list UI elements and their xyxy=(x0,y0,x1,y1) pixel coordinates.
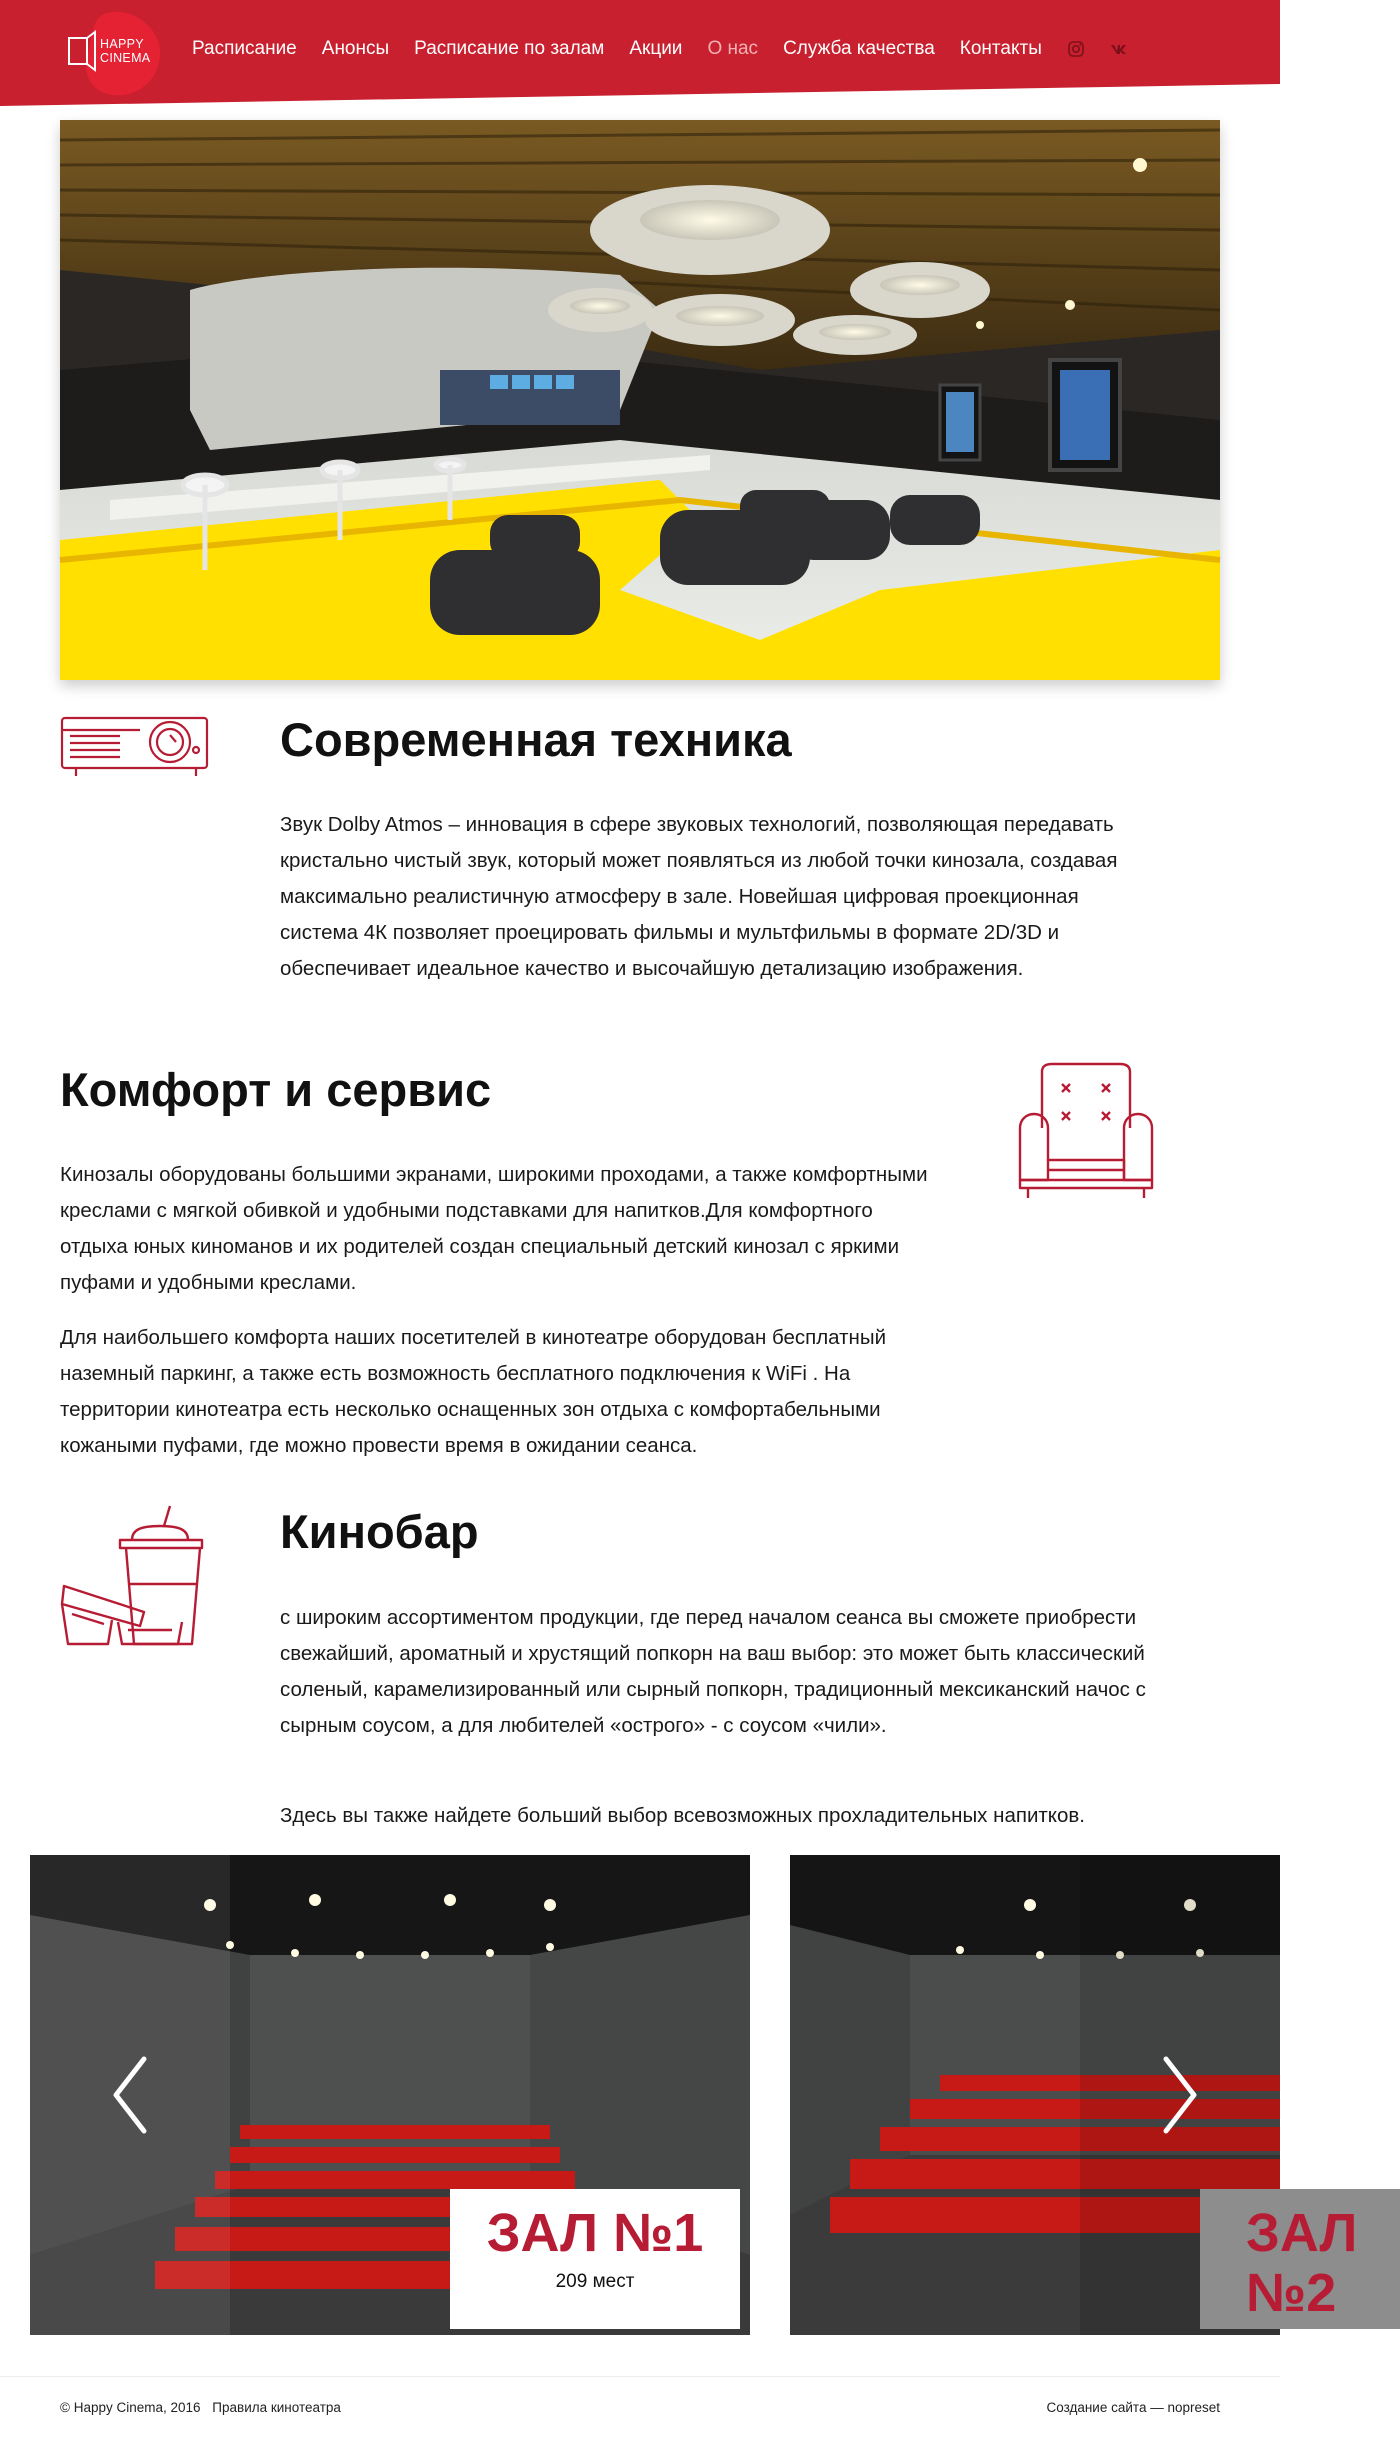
section-text-bar-2: Здесь вы также найдете больший выбор всевозможных прохладительных напитков. xyxy=(280,1804,1085,1827)
hall-slide-2[interactable] xyxy=(790,1855,1358,2335)
section-text-bar-1: с широким ассортиментом продукции, где перед началом сеанса вы сможете приобрести свежайший, ароматный и хрустящий попкорн на ваш выбор: это может быть классический соленый, карамелизированный или сырный попкорн, традиционный мексиканский начос с сырным соусом, а для любителей «острого» - с соусом «чили». xyxy=(280,1606,1146,1737)
nav-item-announcements[interactable]: Анонсы xyxy=(321,38,390,59)
section-title-tech: Современная техника xyxy=(280,713,792,766)
projector-icon xyxy=(60,712,212,783)
vk-icon[interactable] xyxy=(1110,40,1128,58)
instagram-icon[interactable] xyxy=(1067,40,1085,58)
footer-copyright: © Happy Cinema, 2016 xyxy=(60,2400,201,2415)
section-title-bar: Кинобар xyxy=(280,1505,479,1558)
nav-item-contacts[interactable]: Контакты xyxy=(959,38,1042,59)
hall-2-label xyxy=(1200,2189,1400,2329)
section-text-comfort-2: Для наибольшего комфорта наших посетителей в кинотеатре оборудован бесплатный наземный паркинг, а также есть возможность бесплатного подключения к WiFi . На территории кинотеатра есть несколько оснащенных зон отдыха с комфортабельными кожаными пуфами, где можно провести время в ожидании сеанса. xyxy=(60,1326,887,1457)
logo-line-1: HAPPY xyxy=(100,37,144,51)
hall-1-seats: 209 мест xyxy=(555,2271,635,2292)
nav-item-schedule[interactable]: Расписание xyxy=(192,38,297,59)
armchair-icon xyxy=(1014,1062,1158,1209)
nav-item-schedule-by-halls[interactable]: Расписание по залам xyxy=(414,38,605,59)
section-text-comfort-1: Кинозалы оборудованы большими экранами, широкими проходами, а также комфортными креслами с мягкой обивкой и удобными подставками для напитков.Для комфортного отдыха юных киноманов и их родителей создан специальный детский кинозал с яркими пуфами и удобными креслами. xyxy=(60,1163,928,1294)
footer-rules-link[interactable]: Правила кинотеатра xyxy=(212,2400,341,2415)
footer-credit-link[interactable]: Создание сайта — nopreset xyxy=(1046,2400,1220,2415)
main-nav xyxy=(192,38,1153,60)
logo-text xyxy=(100,37,150,65)
section-title-comfort: Комфорт и сервис xyxy=(60,1063,492,1116)
nav-item-about[interactable]: О нас xyxy=(707,38,759,59)
footer-left xyxy=(60,2400,341,2415)
logo-line-2: CINEMA xyxy=(100,51,151,65)
popcorn-drink-icon xyxy=(60,1504,210,1659)
site-header xyxy=(0,0,1280,108)
hall-1-label xyxy=(450,2189,740,2329)
slider-prev-arrow-icon[interactable] xyxy=(110,2055,150,2135)
hall-1-title: ЗАЛ №1 xyxy=(486,2203,704,2263)
cinema-lobby-photo xyxy=(60,120,1220,680)
hero-lobby-image xyxy=(60,120,1220,680)
section-text-tech: Звук Dolby Atmos – инновация в сфере звуковых технологий, позволяющая передавать кристально чистый звук, который может появляться из любой точки кинозала, создавая максимально реалистичную атмосферу в зале. Новейшая цифровая проекционная система 4К позволяет проецировать фильмы и мультфильмы в формате 2D/3D и обеспечивает идеальное качество и высочайшую детализацию изображения. xyxy=(280,813,1118,980)
footer-divider xyxy=(0,2376,1280,2377)
nav-item-promotions[interactable]: Акции xyxy=(629,38,683,59)
nav-item-quality-service[interactable]: Служба качества xyxy=(783,38,935,59)
hall-2-title: ЗАЛ №2 xyxy=(1246,2203,1358,2323)
slider-next-arrow-icon[interactable] xyxy=(1160,2055,1200,2135)
